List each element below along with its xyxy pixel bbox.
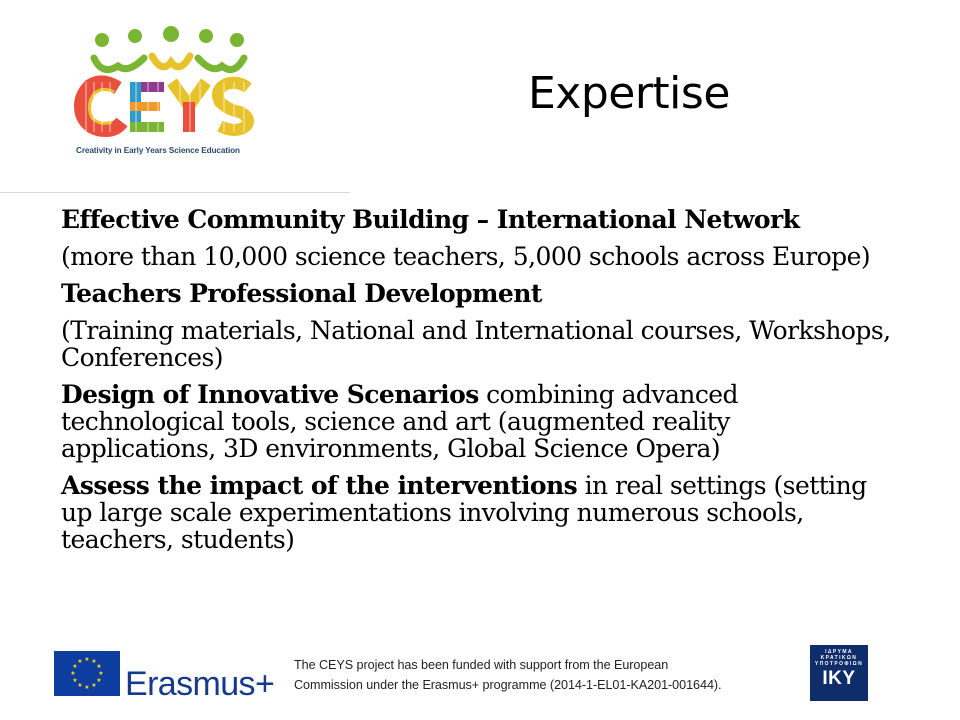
svg-text:★: ★ [96, 677, 102, 684]
svg-text:★: ★ [84, 684, 90, 691]
funding-notice [294, 655, 794, 695]
slide-title: Expertise [528, 68, 730, 119]
paragraph-development [61, 280, 891, 307]
svg-text:★: ★ [77, 682, 83, 689]
heading-development: Teachers Professional Development [61, 279, 542, 308]
heading-impact: Assess the impact of the interventions [61, 471, 578, 500]
scenarios-detail: combining advanced technological tools, science and art (augmented reality applications, 3D environments, Global Science Opera) [61, 380, 739, 463]
ceys-logo [72, 26, 272, 166]
paragraph-scenarios [61, 381, 891, 462]
paragraph-development-detail: (Training materials, National and International courses, Workshops, Conferences) [61, 316, 891, 372]
logo-tagline: Creativity in Early Years Science Education [76, 146, 240, 155]
ceys-logo-graphic [72, 26, 272, 146]
svg-text:★: ★ [91, 682, 97, 689]
svg-text:★: ★ [98, 670, 104, 677]
paragraph-community [61, 206, 891, 233]
paragraph-network-detail: (more than 10,000 science teachers, 5,000 schools across Europe) [61, 242, 871, 271]
header-divider [0, 192, 350, 193]
svg-text:★: ★ [72, 677, 78, 684]
funding-line-1: The CEYS project has been funded with support from the European [294, 658, 669, 672]
slide-content [61, 206, 891, 563]
svg-text:★: ★ [96, 663, 102, 670]
impact-detail: in real settings (setting up large scale experimentations involving numerous schools, teachers, students) [61, 471, 867, 554]
paragraph-impact [61, 472, 891, 553]
svg-text:★: ★ [70, 670, 76, 677]
svg-text:★: ★ [84, 656, 90, 663]
iky-acronym: IKY [822, 668, 856, 689]
svg-text:★: ★ [91, 658, 97, 665]
heading-community: Effective Community Building – International Network [61, 205, 800, 234]
iky-logo [810, 645, 868, 701]
erasmus-plus-logo: Erasmus+ [125, 665, 275, 703]
svg-text:★: ★ [72, 663, 78, 670]
svg-text:★: ★ [77, 658, 83, 665]
heading-scenarios: Design of Innovative Scenarios [61, 380, 479, 409]
eu-flag-icon [54, 651, 120, 696]
iky-foundation-name: ΙΔΡΥΜΑ ΚΡΑΤΙΚΩΝ ΥΠΟΤΡΟΦΙΩΝ [814, 649, 864, 667]
funding-line-2: Commission under the Erasmus+ programme (2014-1-EL01-KA201-001644). [294, 678, 722, 692]
